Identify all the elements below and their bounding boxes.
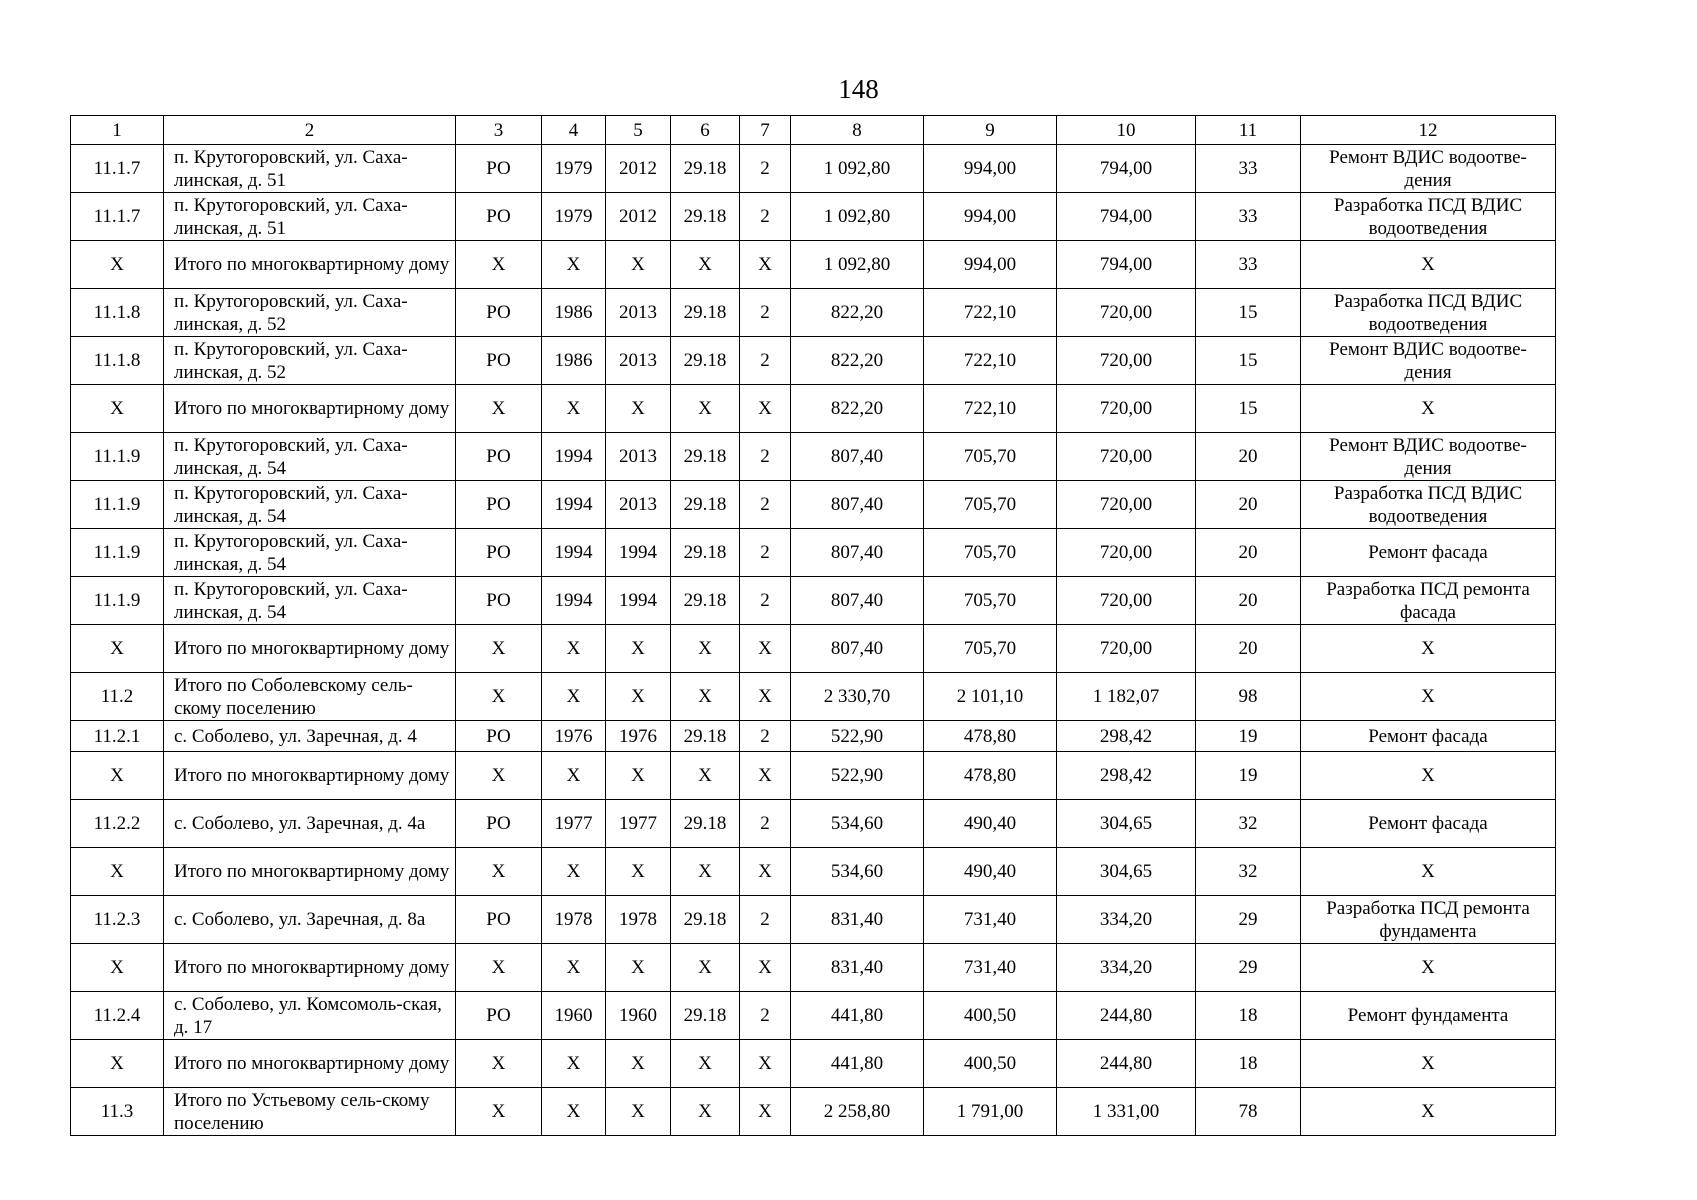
col11-cell: 15 <box>1196 289 1301 337</box>
col9-cell: 2 101,10 <box>924 673 1057 721</box>
col3-cell: Х <box>456 1088 542 1136</box>
address-cell: Итого по многоквартирному дому <box>164 241 456 289</box>
col4-cell: Х <box>542 241 606 289</box>
col6-cell: 29.18 <box>671 289 740 337</box>
item-number-cell: 11.1.7 <box>71 145 164 193</box>
col8-cell: 807,40 <box>791 529 924 577</box>
col9-cell: 722,10 <box>924 337 1057 385</box>
col4-cell: 1979 <box>542 193 606 241</box>
col8-cell: 2 330,70 <box>791 673 924 721</box>
column-header: 2 <box>164 116 456 145</box>
col10-cell: 720,00 <box>1057 289 1196 337</box>
column-header: 9 <box>924 116 1057 145</box>
address-cell: Итого по многоквартирному дому <box>164 1040 456 1088</box>
col10-cell: 244,80 <box>1057 992 1196 1040</box>
col9-cell: 478,80 <box>924 752 1057 800</box>
col5-cell: 1977 <box>606 800 671 848</box>
table-row <box>71 241 1556 289</box>
address-cell: Итого по Соболевскому сель-скому поселению <box>164 673 456 721</box>
col8-cell: 2 258,80 <box>791 1088 924 1136</box>
address-cell: п. Крутогоровский, ул. Саха-линская, д. 51 <box>164 193 456 241</box>
col6-cell: Х <box>671 1088 740 1136</box>
col7-cell: Х <box>740 1040 791 1088</box>
col8-cell: 534,60 <box>791 800 924 848</box>
work-type-cell: Разработка ПСД ВДИС водоотведения <box>1301 193 1556 241</box>
item-number-cell: 11.3 <box>71 1088 164 1136</box>
column-header: 7 <box>740 116 791 145</box>
col8-cell: 831,40 <box>791 896 924 944</box>
col4-cell: Х <box>542 625 606 673</box>
item-number-cell: Х <box>71 241 164 289</box>
col11-cell: 32 <box>1196 848 1301 896</box>
col8-cell: 831,40 <box>791 944 924 992</box>
work-type-cell: Х <box>1301 625 1556 673</box>
table-row <box>71 1040 1556 1088</box>
col4-cell: 1979 <box>542 145 606 193</box>
table-row <box>71 848 1556 896</box>
col8-cell: 1 092,80 <box>791 193 924 241</box>
col8-cell: 522,90 <box>791 721 924 752</box>
col11-cell: 20 <box>1196 481 1301 529</box>
col3-cell: Х <box>456 848 542 896</box>
col5-cell: Х <box>606 1040 671 1088</box>
table-row <box>71 577 1556 625</box>
col11-cell: 19 <box>1196 721 1301 752</box>
col5-cell: 1960 <box>606 992 671 1040</box>
col3-cell: Х <box>456 673 542 721</box>
col10-cell: 298,42 <box>1057 721 1196 752</box>
table-row <box>71 289 1556 337</box>
work-type-cell: Разработка ПСД ремонта фасада <box>1301 577 1556 625</box>
work-type-cell: Ремонт ВДИС водоотве-дения <box>1301 145 1556 193</box>
address-cell: с. Соболево, ул. Заречная, д. 8а <box>164 896 456 944</box>
col6-cell: 29.18 <box>671 337 740 385</box>
col8-cell: 807,40 <box>791 481 924 529</box>
address-cell: п. Крутогоровский, ул. Саха-линская, д. 54 <box>164 529 456 577</box>
work-type-cell: Х <box>1301 1040 1556 1088</box>
col10-cell: 720,00 <box>1057 625 1196 673</box>
col10-cell: 298,42 <box>1057 752 1196 800</box>
col4-cell: Х <box>542 848 606 896</box>
col6-cell: Х <box>671 385 740 433</box>
col11-cell: 18 <box>1196 1040 1301 1088</box>
col4-cell: 1994 <box>542 529 606 577</box>
col7-cell: Х <box>740 385 791 433</box>
col3-cell: Х <box>456 625 542 673</box>
col7-cell: 2 <box>740 337 791 385</box>
address-cell: Итого по многоквартирному дому <box>164 848 456 896</box>
item-number-cell: 11.2.2 <box>71 800 164 848</box>
col11-cell: 33 <box>1196 193 1301 241</box>
col7-cell: Х <box>740 241 791 289</box>
table-row <box>71 896 1556 944</box>
col6-cell: 29.18 <box>671 145 740 193</box>
col5-cell: 2013 <box>606 433 671 481</box>
col8-cell: 534,60 <box>791 848 924 896</box>
address-cell: Итого по многоквартирному дому <box>164 385 456 433</box>
col10-cell: 794,00 <box>1057 193 1196 241</box>
col11-cell: 20 <box>1196 529 1301 577</box>
item-number-cell: 11.1.9 <box>71 433 164 481</box>
col6-cell: 29.18 <box>671 721 740 752</box>
col6-cell: Х <box>671 1040 740 1088</box>
address-cell: с. Соболево, ул. Заречная, д. 4 <box>164 721 456 752</box>
col5-cell: 2013 <box>606 289 671 337</box>
col8-cell: 441,80 <box>791 1040 924 1088</box>
work-type-cell: Х <box>1301 752 1556 800</box>
col6-cell: 29.18 <box>671 800 740 848</box>
col5-cell: Х <box>606 625 671 673</box>
table-row <box>71 433 1556 481</box>
col6-cell: 29.18 <box>671 193 740 241</box>
address-cell: с. Соболево, ул. Заречная, д. 4а <box>164 800 456 848</box>
col3-cell: РО <box>456 529 542 577</box>
col4-cell: 1960 <box>542 992 606 1040</box>
col9-cell: 731,40 <box>924 944 1057 992</box>
col6-cell: Х <box>671 673 740 721</box>
table-row <box>71 673 1556 721</box>
col6-cell: 29.18 <box>671 481 740 529</box>
column-header: 10 <box>1057 116 1196 145</box>
col7-cell: 2 <box>740 433 791 481</box>
col4-cell: 1994 <box>542 481 606 529</box>
col6-cell: 29.18 <box>671 896 740 944</box>
col9-cell: 994,00 <box>924 193 1057 241</box>
col7-cell: 2 <box>740 145 791 193</box>
item-number-cell: Х <box>71 625 164 673</box>
table-row <box>71 752 1556 800</box>
col4-cell: Х <box>542 385 606 433</box>
column-header: 3 <box>456 116 542 145</box>
col6-cell: 29.18 <box>671 529 740 577</box>
col3-cell: РО <box>456 337 542 385</box>
col7-cell: 2 <box>740 896 791 944</box>
col4-cell: Х <box>542 752 606 800</box>
col7-cell: Х <box>740 1088 791 1136</box>
column-header: 1 <box>71 116 164 145</box>
col9-cell: 490,40 <box>924 848 1057 896</box>
col10-cell: 720,00 <box>1057 577 1196 625</box>
col7-cell: 2 <box>740 289 791 337</box>
col9-cell: 705,70 <box>924 481 1057 529</box>
col5-cell: Х <box>606 241 671 289</box>
col8-cell: 807,40 <box>791 433 924 481</box>
col9-cell: 400,50 <box>924 1040 1057 1088</box>
col3-cell: РО <box>456 145 542 193</box>
col5-cell: Х <box>606 385 671 433</box>
table-row <box>71 481 1556 529</box>
col10-cell: 304,65 <box>1057 848 1196 896</box>
col3-cell: РО <box>456 193 542 241</box>
table-row <box>71 145 1556 193</box>
table-row <box>71 992 1556 1040</box>
column-header: 4 <box>542 116 606 145</box>
col9-cell: 1 791,00 <box>924 1088 1057 1136</box>
work-type-cell: Х <box>1301 385 1556 433</box>
table-row <box>71 193 1556 241</box>
work-type-cell: Х <box>1301 673 1556 721</box>
table-row <box>71 529 1556 577</box>
col11-cell: 32 <box>1196 800 1301 848</box>
col11-cell: 29 <box>1196 944 1301 992</box>
data-table <box>70 115 1556 1136</box>
col9-cell: 731,40 <box>924 896 1057 944</box>
column-header: 5 <box>606 116 671 145</box>
col5-cell: 2012 <box>606 193 671 241</box>
col4-cell: Х <box>542 944 606 992</box>
item-number-cell: Х <box>71 1040 164 1088</box>
table-row <box>71 337 1556 385</box>
col10-cell: 1 182,07 <box>1057 673 1196 721</box>
col5-cell: Х <box>606 673 671 721</box>
table-row <box>71 1088 1556 1136</box>
item-number-cell: 11.2.1 <box>71 721 164 752</box>
col9-cell: 994,00 <box>924 241 1057 289</box>
col4-cell: Х <box>542 673 606 721</box>
col5-cell: 2013 <box>606 481 671 529</box>
address-cell: п. Крутогоровский, ул. Саха-линская, д. 52 <box>164 289 456 337</box>
col11-cell: 78 <box>1196 1088 1301 1136</box>
work-type-cell: Х <box>1301 944 1556 992</box>
col5-cell: Х <box>606 752 671 800</box>
col8-cell: 522,90 <box>791 752 924 800</box>
address-cell: Итого по многоквартирному дому <box>164 944 456 992</box>
col7-cell: 2 <box>740 577 791 625</box>
col8-cell: 822,20 <box>791 289 924 337</box>
col10-cell: 720,00 <box>1057 481 1196 529</box>
col5-cell: 1978 <box>606 896 671 944</box>
col7-cell: 2 <box>740 721 791 752</box>
col5-cell: 1976 <box>606 721 671 752</box>
work-type-cell: Разработка ПСД ремонта фундамента <box>1301 896 1556 944</box>
col3-cell: РО <box>456 481 542 529</box>
col7-cell: Х <box>740 625 791 673</box>
col10-cell: 720,00 <box>1057 337 1196 385</box>
col6-cell: 29.18 <box>671 433 740 481</box>
col8-cell: 441,80 <box>791 992 924 1040</box>
col9-cell: 400,50 <box>924 992 1057 1040</box>
col5-cell: Х <box>606 848 671 896</box>
col3-cell: РО <box>456 992 542 1040</box>
col7-cell: Х <box>740 848 791 896</box>
col4-cell: 1994 <box>542 433 606 481</box>
col8-cell: 807,40 <box>791 625 924 673</box>
col6-cell: Х <box>671 848 740 896</box>
col4-cell: 1986 <box>542 337 606 385</box>
col4-cell: 1976 <box>542 721 606 752</box>
page-number: 148 <box>838 74 879 104</box>
col11-cell: 19 <box>1196 752 1301 800</box>
col7-cell: 2 <box>740 529 791 577</box>
address-cell: с. Соболево, ул. Комсомоль-ская, д. 17 <box>164 992 456 1040</box>
address-cell: п. Крутогоровский, ул. Саха-линская, д. 54 <box>164 433 456 481</box>
col5-cell: 2013 <box>606 337 671 385</box>
address-cell: Итого по Устьевому сель-скому поселению <box>164 1088 456 1136</box>
column-header: 6 <box>671 116 740 145</box>
item-number-cell: Х <box>71 385 164 433</box>
col8-cell: 822,20 <box>791 385 924 433</box>
col4-cell: Х <box>542 1040 606 1088</box>
item-number-cell: 11.2.4 <box>71 992 164 1040</box>
work-type-cell: Х <box>1301 1088 1556 1136</box>
address-cell: Итого по многоквартирному дому <box>164 752 456 800</box>
col3-cell: Х <box>456 1040 542 1088</box>
address-cell: п. Крутогоровский, ул. Саха-линская, д. 54 <box>164 481 456 529</box>
col9-cell: 722,10 <box>924 385 1057 433</box>
col6-cell: Х <box>671 944 740 992</box>
col5-cell: 2012 <box>606 145 671 193</box>
item-number-cell: 11.1.7 <box>71 193 164 241</box>
col4-cell: 1978 <box>542 896 606 944</box>
item-number-cell: 11.1.9 <box>71 481 164 529</box>
work-type-cell: Х <box>1301 848 1556 896</box>
col3-cell: РО <box>456 577 542 625</box>
col7-cell: Х <box>740 944 791 992</box>
col4-cell: 1977 <box>542 800 606 848</box>
col10-cell: 720,00 <box>1057 529 1196 577</box>
col10-cell: 794,00 <box>1057 145 1196 193</box>
col6-cell: 29.18 <box>671 577 740 625</box>
work-type-cell: Ремонт фундамента <box>1301 992 1556 1040</box>
col8-cell: 1 092,80 <box>791 145 924 193</box>
work-type-cell: Ремонт фасада <box>1301 529 1556 577</box>
col9-cell: 705,70 <box>924 577 1057 625</box>
col3-cell: Х <box>456 944 542 992</box>
item-number-cell: Х <box>71 944 164 992</box>
item-number-cell: 11.1.8 <box>71 337 164 385</box>
col6-cell: Х <box>671 752 740 800</box>
col4-cell: Х <box>542 1088 606 1136</box>
col9-cell: 478,80 <box>924 721 1057 752</box>
work-type-cell: Ремонт ВДИС водоотве-дения <box>1301 337 1556 385</box>
col11-cell: 18 <box>1196 992 1301 1040</box>
col3-cell: Х <box>456 385 542 433</box>
column-header: 8 <box>791 116 924 145</box>
col11-cell: 98 <box>1196 673 1301 721</box>
col11-cell: 15 <box>1196 385 1301 433</box>
col10-cell: 720,00 <box>1057 385 1196 433</box>
table-body <box>71 116 1556 1136</box>
col10-cell: 794,00 <box>1057 241 1196 289</box>
col8-cell: 1 092,80 <box>791 241 924 289</box>
work-type-cell: Х <box>1301 241 1556 289</box>
table-row <box>71 944 1556 992</box>
col11-cell: 33 <box>1196 241 1301 289</box>
col9-cell: 490,40 <box>924 800 1057 848</box>
table-row <box>71 385 1556 433</box>
col11-cell: 20 <box>1196 577 1301 625</box>
table-row <box>71 800 1556 848</box>
col11-cell: 20 <box>1196 625 1301 673</box>
item-number-cell: 11.1.8 <box>71 289 164 337</box>
work-type-cell: Ремонт ВДИС водоотве-дения <box>1301 433 1556 481</box>
col7-cell: 2 <box>740 800 791 848</box>
col10-cell: 334,20 <box>1057 896 1196 944</box>
col5-cell: Х <box>606 1088 671 1136</box>
col9-cell: 705,70 <box>924 625 1057 673</box>
col11-cell: 33 <box>1196 145 1301 193</box>
col9-cell: 705,70 <box>924 529 1057 577</box>
address-cell: п. Крутогоровский, ул. Саха-линская, д. 54 <box>164 577 456 625</box>
col10-cell: 304,65 <box>1057 800 1196 848</box>
col5-cell: 1994 <box>606 577 671 625</box>
col8-cell: 822,20 <box>791 337 924 385</box>
col7-cell: 2 <box>740 481 791 529</box>
item-number-cell: Х <box>71 848 164 896</box>
col9-cell: 994,00 <box>924 145 1057 193</box>
col5-cell: Х <box>606 944 671 992</box>
col11-cell: 20 <box>1196 433 1301 481</box>
col6-cell: Х <box>671 241 740 289</box>
address-cell: п. Крутогоровский, ул. Саха-линская, д. 51 <box>164 145 456 193</box>
item-number-cell: 11.1.9 <box>71 577 164 625</box>
col7-cell: 2 <box>740 193 791 241</box>
col3-cell: РО <box>456 433 542 481</box>
col6-cell: Х <box>671 625 740 673</box>
col4-cell: 1994 <box>542 577 606 625</box>
col3-cell: РО <box>456 800 542 848</box>
work-type-cell: Разработка ПСД ВДИС водоотведения <box>1301 481 1556 529</box>
col11-cell: 15 <box>1196 337 1301 385</box>
address-cell: Итого по многоквартирному дому <box>164 625 456 673</box>
column-header: 12 <box>1301 116 1556 145</box>
work-type-cell: Ремонт фасада <box>1301 800 1556 848</box>
col5-cell: 1994 <box>606 529 671 577</box>
col3-cell: РО <box>456 896 542 944</box>
col7-cell: Х <box>740 752 791 800</box>
col9-cell: 722,10 <box>924 289 1057 337</box>
column-header: 11 <box>1196 116 1301 145</box>
table-row <box>71 625 1556 673</box>
work-type-cell: Ремонт фасада <box>1301 721 1556 752</box>
item-number-cell: Х <box>71 752 164 800</box>
col4-cell: 1986 <box>542 289 606 337</box>
col10-cell: 334,20 <box>1057 944 1196 992</box>
table-row <box>71 721 1556 752</box>
col11-cell: 29 <box>1196 896 1301 944</box>
col8-cell: 807,40 <box>791 577 924 625</box>
col3-cell: Х <box>456 752 542 800</box>
item-number-cell: 11.1.9 <box>71 529 164 577</box>
col6-cell: 29.18 <box>671 992 740 1040</box>
col3-cell: Х <box>456 241 542 289</box>
col3-cell: РО <box>456 289 542 337</box>
col10-cell: 1 331,00 <box>1057 1088 1196 1136</box>
col10-cell: 244,80 <box>1057 1040 1196 1088</box>
item-number-cell: 11.2 <box>71 673 164 721</box>
work-type-cell: Разработка ПСД ВДИС водоотведения <box>1301 289 1556 337</box>
col7-cell: 2 <box>740 992 791 1040</box>
address-cell: п. Крутогоровский, ул. Саха-линская, д. 52 <box>164 337 456 385</box>
item-number-cell: 11.2.3 <box>71 896 164 944</box>
col7-cell: Х <box>740 673 791 721</box>
header-row <box>71 116 1556 145</box>
col10-cell: 720,00 <box>1057 433 1196 481</box>
col9-cell: 705,70 <box>924 433 1057 481</box>
col3-cell: РО <box>456 721 542 752</box>
